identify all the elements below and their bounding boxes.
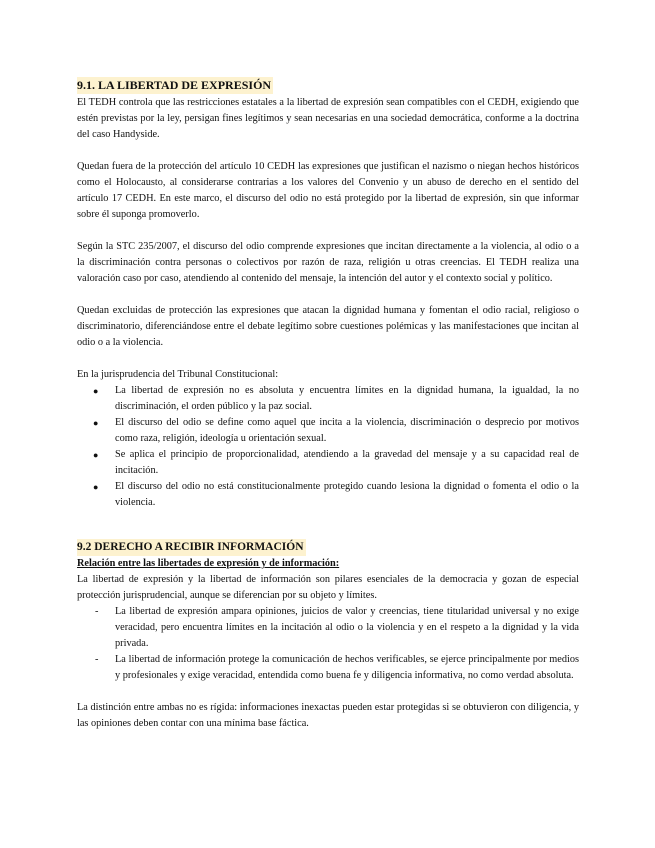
- section-heading-libertad-expresion: 9.1. LA LIBERTAD DE EXPRESIÓN: [77, 78, 272, 92]
- bullet-list: [77, 383, 579, 511]
- bullet-icon: ●: [93, 418, 99, 428]
- paragraph: La libertad de expresión y la libertad de información son pilares esenciales de la democracia y gozan de especial protección jurisprudencial, aunque se diferencian por su objeto y límites.: [77, 574, 579, 601]
- list-item: [77, 383, 579, 415]
- list-item: [77, 652, 579, 684]
- paragraph: Quedan excluidas de protección las expresiones que atacan la dignidad humana y fomentan el odio racial, religioso o discriminatorio, diferenciándose entre el debate legítimo sobre cuestiones polémicas y las manifestaciones que incitan al odio o a la violencia.: [77, 305, 579, 348]
- dash-icon: -: [95, 606, 99, 617]
- list-item-text: La libertad de expresión ampara opiniones, juicios de valor y creencias, tiene titularidad universal y no exige veracidad, pero encuentra límites en la incitación al odio o la violencia y en el respeto a la dignidad y la vida privada.: [115, 606, 579, 649]
- paragraph: El TEDH controla que las restricciones estatales a la libertad de expresión sean compatibles con el CEDH, exigiendo que estén previstas por la ley, persigan fines legítimos y sean necesarias en una sociedad democrática, conforme a la doctrina del caso Handyside.: [77, 97, 579, 140]
- list-item: [77, 447, 579, 479]
- paragraph: Según la STC 235/2007, el discurso del odio comprende expresiones que incitan directamente a la violencia, al odio o a la discriminación contra personas o colectivos por razón de raza, religión u otras creencias. El TEDH realiza una valoración caso por caso, atendiendo al contenido del mensaje, la intención del autor y el contexto social y político.: [77, 241, 579, 284]
- bullet-icon: ●: [93, 482, 99, 492]
- list-item-text: Se aplica el principio de proporcionalidad, atendiendo a la gravedad del mensaje y a su capacidad real de incitación.: [115, 449, 579, 476]
- paragraph-gap: [77, 223, 579, 239]
- paragraph: Quedan fuera de la protección del artículo 10 CEDH las expresiones que justifican el nazismo o niegan hechos históricos como el Holocausto, al considerarse contrarias a los valores del Convenio y un abuso de derecho en el sentido del artículo 17 CEDH. En este marco, el discurso del odio no está protegido por la libertad de expresión, sin que informar sobre él suponga promoverlo.: [77, 161, 579, 220]
- list-item-text: El discurso del odio no está constitucionalmente protegido cuando lesiona la dignidad o fomenta el odio o la violencia.: [115, 481, 579, 508]
- subheading: Relación entre las libertades de expresión y de información:: [77, 558, 340, 569]
- bullet-icon: ●: [93, 386, 99, 396]
- paragraph-gap: [77, 287, 579, 303]
- paragraph-gap: [77, 143, 579, 159]
- bullet-icon: ●: [93, 450, 99, 460]
- list-item-text: La libertad de expresión no es absoluta y encuentra límites en la dignidad humana, la igualdad, la no discriminación, el orden público y la paz social.: [115, 385, 579, 412]
- list-item: [77, 604, 579, 652]
- document-body: [77, 77, 579, 732]
- list-item-text: La libertad de información protege la comunicación de hechos verificables, se ejerce principalmente por medios y profesionales y exige veracidad, entendida como buena fe y diligencia informativa, no como verdad absoluta.: [115, 654, 579, 681]
- paragraph-gap: [77, 684, 579, 700]
- dash-icon: -: [95, 654, 99, 665]
- list-intro: En la jurisprudencia del Tribunal Constitucional:: [77, 369, 279, 380]
- list-item: [77, 479, 579, 511]
- section-heading-derecho-informacion: 9.2 DERECHO A RECIBIR INFORMACIÓN: [77, 539, 306, 556]
- list-item-text: El discurso del odio se define como aquel que incita a la violencia, discriminación o desprecio por motivos como raza, religión, ideología u orientación sexual.: [115, 417, 579, 444]
- dash-list: [77, 604, 579, 684]
- paragraph: La distinción entre ambas no es rígida: informaciones inexactas pueden estar protegidas si se obtuvieron con diligencia, y las opiniones deben contar con una mínima base fáctica.: [77, 702, 579, 729]
- section-gap: [77, 511, 579, 539]
- paragraph-gap: [77, 351, 579, 367]
- list-item: [77, 415, 579, 447]
